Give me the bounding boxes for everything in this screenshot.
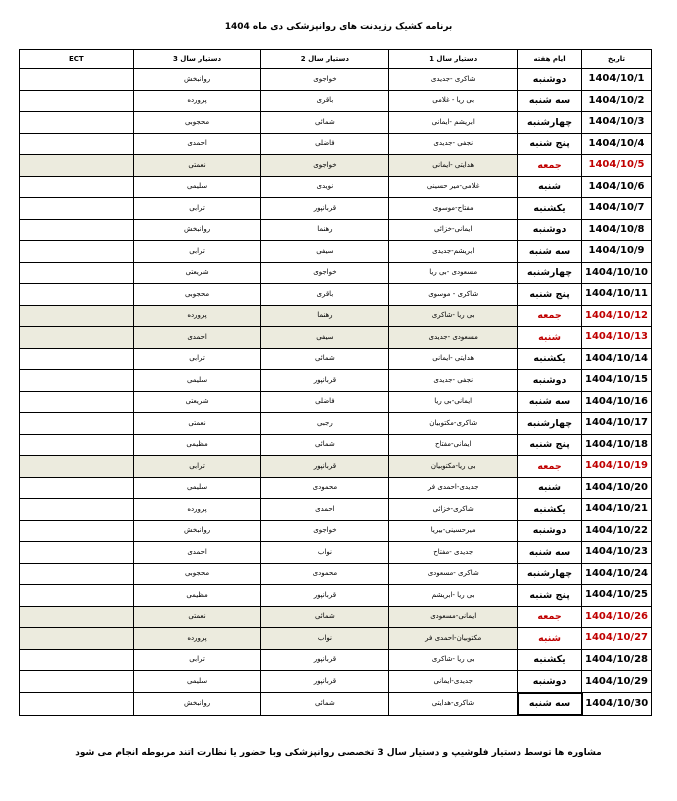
day-cell: چهارشنبه	[518, 563, 582, 585]
assistant-year-1-cell: میرحسینی-بیریا	[389, 520, 518, 542]
table-row	[20, 585, 652, 607]
ect-cell	[20, 542, 134, 564]
ect-cell	[20, 370, 134, 392]
assistant-year-2-cell: سیفی	[261, 241, 389, 263]
assistant-year-2-cell: باقری	[261, 284, 389, 306]
day-cell: دوشنبه	[518, 370, 582, 392]
day-cell: پنج شنبه	[518, 284, 582, 306]
assistant-year-1-cell: جدیدی-ایمانی	[389, 671, 518, 693]
day-cell: جمعه	[518, 456, 582, 478]
ect-cell	[20, 434, 134, 456]
assistant-year-1-cell: مکتوبیان-احمدی فر	[389, 628, 518, 650]
header-assistant-year-3: دستیار سال 3	[133, 50, 261, 69]
ect-cell	[20, 241, 134, 263]
table-row	[20, 499, 652, 521]
table-row	[20, 606, 652, 628]
assistant-year-3-cell: مظیمی	[133, 585, 261, 607]
ect-cell	[20, 649, 134, 671]
table-row	[20, 112, 652, 134]
table-row	[20, 305, 652, 327]
date-cell: 1404/10/14	[582, 348, 652, 370]
assistant-year-3-cell: سلیمی	[133, 176, 261, 198]
day-cell: جمعه	[518, 305, 582, 327]
assistant-year-1-cell: جدیدی -مفتاح	[389, 542, 518, 564]
day-cell: دوشنبه	[518, 520, 582, 542]
ect-cell	[20, 219, 134, 241]
date-cell: 1404/10/7	[582, 198, 652, 220]
date-cell: 1404/10/1	[582, 69, 652, 91]
table-row	[20, 284, 652, 306]
day-cell: یکشنبه	[518, 348, 582, 370]
day-cell: دوشنبه	[518, 69, 582, 91]
table-row	[20, 671, 652, 693]
date-cell: 1404/10/24	[582, 563, 652, 585]
day-cell: جمعه	[518, 155, 582, 177]
assistant-year-1-cell: ایمانی-خزائی	[389, 219, 518, 241]
assistant-year-3-cell: محجوبی	[133, 563, 261, 585]
day-cell: سه شنبه	[518, 391, 582, 413]
day-cell: چهارشنبه	[518, 262, 582, 284]
day-cell: دوشنبه	[518, 671, 582, 693]
day-cell: شنبه	[518, 477, 582, 499]
ect-cell	[20, 477, 134, 499]
ect-cell	[20, 284, 134, 306]
assistant-year-2-cell: رهنما	[261, 305, 389, 327]
assistant-year-1-cell: ایمانی-مفتاح	[389, 434, 518, 456]
date-cell: 1404/10/4	[582, 133, 652, 155]
assistant-year-1-cell: ایمانی-بی ریا	[389, 391, 518, 413]
assistant-year-3-cell: پرورده	[133, 305, 261, 327]
assistant-year-2-cell: رجبی	[261, 413, 389, 435]
ect-cell	[20, 628, 134, 650]
assistant-year-3-cell: ترابی	[133, 456, 261, 478]
table-row	[20, 262, 652, 284]
assistant-year-1-cell: هدایتی -ایمانی	[389, 348, 518, 370]
assistant-year-3-cell: احمدی	[133, 133, 261, 155]
assistant-year-2-cell: نویدی	[261, 176, 389, 198]
assistant-year-3-cell: سلیمی	[133, 671, 261, 693]
assistant-year-1-cell: مفتاح-موسوی	[389, 198, 518, 220]
assistant-year-2-cell: نواب	[261, 628, 389, 650]
assistant-year-1-cell: ابریشم -ایمانی	[389, 112, 518, 134]
date-cell: 1404/10/17	[582, 413, 652, 435]
assistant-year-3-cell: سلیمی	[133, 477, 261, 499]
ect-cell	[20, 499, 134, 521]
assistant-year-3-cell: سلیمی	[133, 370, 261, 392]
assistant-year-2-cell: محمودی	[261, 477, 389, 499]
assistant-year-3-cell: روانبخش	[133, 520, 261, 542]
date-cell: 1404/10/9	[582, 241, 652, 263]
assistant-year-1-cell: ایمانی-مسعودی	[389, 606, 518, 628]
assistant-year-3-cell: نعمتی	[133, 155, 261, 177]
table-row	[20, 477, 652, 499]
assistant-year-1-cell: نجفی -جدیدی	[389, 370, 518, 392]
assistant-year-2-cell: فاضلی	[261, 133, 389, 155]
assistant-year-3-cell: نعمتی	[133, 413, 261, 435]
date-cell: 1404/10/28	[582, 649, 652, 671]
date-cell: 1404/10/20	[582, 477, 652, 499]
day-cell: یکشنبه	[518, 499, 582, 521]
assistant-year-3-cell: پرورده	[133, 628, 261, 650]
assistant-year-1-cell: جدیدی-احمدی فر	[389, 477, 518, 499]
date-cell: 1404/10/19	[582, 456, 652, 478]
day-cell: جمعه	[518, 606, 582, 628]
date-cell: 1404/10/15	[582, 370, 652, 392]
assistant-year-2-cell: نواب	[261, 542, 389, 564]
ect-cell	[20, 520, 134, 542]
assistant-year-2-cell: سیفی	[261, 327, 389, 349]
assistant-year-2-cell: قربانپور	[261, 585, 389, 607]
ect-cell	[20, 155, 134, 177]
assistant-year-3-cell: ترابی	[133, 241, 261, 263]
header-assistant-year-2: دستیار سال 2	[261, 50, 389, 69]
date-cell: 1404/10/2	[582, 90, 652, 112]
assistant-year-2-cell: شمائی	[261, 112, 389, 134]
table-row	[20, 219, 652, 241]
ect-cell	[20, 176, 134, 198]
assistant-year-1-cell: مسعودی -بی ریا	[389, 262, 518, 284]
date-cell: 1404/10/29	[582, 671, 652, 693]
assistant-year-1-cell: بی ریا -شاکری	[389, 305, 518, 327]
day-cell: سه شنبه	[518, 90, 582, 112]
assistant-year-2-cell: قربانپور	[261, 671, 389, 693]
table-row	[20, 693, 652, 716]
date-cell: 1404/10/5	[582, 155, 652, 177]
assistant-year-3-cell: پرورده	[133, 499, 261, 521]
ect-cell	[20, 305, 134, 327]
date-cell: 1404/10/13	[582, 327, 652, 349]
assistant-year-2-cell: محمودی	[261, 563, 389, 585]
ect-cell	[20, 413, 134, 435]
ect-cell	[20, 606, 134, 628]
footer-note: مشاوره ها توسط دستیار فلوشیپ و دستیار سال 3 تخصصی روانپزشکی وبا حضور یا نظارت اتند مربوطه انجام می شود	[75, 748, 602, 758]
day-cell: سه شنبه	[518, 241, 582, 263]
ect-cell	[20, 456, 134, 478]
assistant-year-2-cell: قربانپور	[261, 649, 389, 671]
day-cell: پنج شنبه	[518, 585, 582, 607]
header-ect: ECT	[20, 50, 134, 69]
ect-cell	[20, 585, 134, 607]
date-cell: 1404/10/6	[582, 176, 652, 198]
assistant-year-2-cell: شمائی	[261, 606, 389, 628]
assistant-year-3-cell: روانبخش	[133, 693, 261, 716]
assistant-year-1-cell: بی ریا - غلامی	[389, 90, 518, 112]
ect-cell	[20, 69, 134, 91]
assistant-year-3-cell: نعمتی	[133, 606, 261, 628]
assistant-year-3-cell: روانبخش	[133, 69, 261, 91]
ect-cell	[20, 133, 134, 155]
date-cell: 1404/10/12	[582, 305, 652, 327]
ect-cell	[20, 112, 134, 134]
date-cell: 1404/10/18	[582, 434, 652, 456]
assistant-year-2-cell: خواجوی	[261, 69, 389, 91]
assistant-year-3-cell: پرورده	[133, 90, 261, 112]
assistant-year-3-cell: شریعتی	[133, 262, 261, 284]
day-cell: چهارشنبه	[518, 413, 582, 435]
header-day: ایام هفته	[518, 50, 582, 69]
day-cell: شنبه	[518, 176, 582, 198]
day-cell: شنبه	[518, 327, 582, 349]
date-cell: 1404/10/27	[582, 628, 652, 650]
assistant-year-3-cell: ترابی	[133, 649, 261, 671]
assistant-year-1-cell: بی ریا -ابریشم	[389, 585, 518, 607]
assistant-year-3-cell: مظیمی	[133, 434, 261, 456]
ect-cell	[20, 327, 134, 349]
assistant-year-3-cell: احمدی	[133, 542, 261, 564]
table-row	[20, 90, 652, 112]
table-row	[20, 391, 652, 413]
assistant-year-1-cell: شاکری-هدایتی	[389, 693, 518, 716]
ect-cell	[20, 693, 134, 716]
schedule-table	[19, 49, 652, 716]
assistant-year-2-cell: قربانپور	[261, 370, 389, 392]
table-row	[20, 327, 652, 349]
date-cell: 1404/10/21	[582, 499, 652, 521]
date-cell: 1404/10/3	[582, 112, 652, 134]
table-header-row	[20, 50, 652, 69]
assistant-year-1-cell: شاکری -جدیدی	[389, 69, 518, 91]
date-cell: 1404/10/26	[582, 606, 652, 628]
assistant-year-3-cell: شریعتی	[133, 391, 261, 413]
assistant-year-1-cell: شاکری - موسوی	[389, 284, 518, 306]
schedule-body	[20, 69, 652, 716]
ect-cell	[20, 563, 134, 585]
assistant-year-2-cell: خواجوی	[261, 262, 389, 284]
date-cell: 1404/10/23	[582, 542, 652, 564]
assistant-year-2-cell: خواجوی	[261, 155, 389, 177]
assistant-year-1-cell: شاکری -مسعودی	[389, 563, 518, 585]
table-row	[20, 133, 652, 155]
table-row	[20, 628, 652, 650]
ect-cell	[20, 262, 134, 284]
assistant-year-1-cell: هدایتی -ایمانی	[389, 155, 518, 177]
table-row	[20, 542, 652, 564]
date-cell: 1404/10/10	[582, 262, 652, 284]
assistant-year-1-cell: شاکری-خزائی	[389, 499, 518, 521]
page-title: برنامه کشیک رزیدنت های روانپزشکی دی ماه 1404	[224, 22, 453, 32]
table-row	[20, 155, 652, 177]
date-cell: 1404/10/16	[582, 391, 652, 413]
assistant-year-2-cell: شمائی	[261, 434, 389, 456]
assistant-year-2-cell: باقری	[261, 90, 389, 112]
assistant-year-2-cell: خواجوی	[261, 520, 389, 542]
assistant-year-1-cell: بی ریا -شاکری	[389, 649, 518, 671]
assistant-year-2-cell: قربانپور	[261, 198, 389, 220]
table-row	[20, 434, 652, 456]
header-date: تاریخ	[582, 50, 652, 69]
assistant-year-1-cell: نجفی -جدیدی	[389, 133, 518, 155]
assistant-year-1-cell: شاکری-مکتوبیان	[389, 413, 518, 435]
assistant-year-3-cell: محجوبی	[133, 284, 261, 306]
table-row	[20, 348, 652, 370]
assistant-year-3-cell: ترابی	[133, 348, 261, 370]
day-cell: پنج شنبه	[518, 434, 582, 456]
table-row	[20, 198, 652, 220]
assistant-year-2-cell: احمدی	[261, 499, 389, 521]
table-row	[20, 413, 652, 435]
table-row	[20, 649, 652, 671]
day-cell: چهارشنبه	[518, 112, 582, 134]
day-cell: سه شنبه	[518, 693, 582, 716]
table-row	[20, 241, 652, 263]
assistant-year-3-cell: ترابی	[133, 198, 261, 220]
assistant-year-3-cell: محجوبی	[133, 112, 261, 134]
assistant-year-3-cell: احمدی	[133, 327, 261, 349]
ect-cell	[20, 198, 134, 220]
assistant-year-1-cell: مسعودی -جدیدی	[389, 327, 518, 349]
assistant-year-2-cell: قربانپور	[261, 456, 389, 478]
assistant-year-1-cell: بی ریا-مکتوبیان	[389, 456, 518, 478]
assistant-year-3-cell: روانبخش	[133, 219, 261, 241]
assistant-year-2-cell: شمائی	[261, 348, 389, 370]
assistant-year-1-cell: غلامی-میر حسینی	[389, 176, 518, 198]
assistant-year-2-cell: فاضلی	[261, 391, 389, 413]
day-cell: پنج شنبه	[518, 133, 582, 155]
day-cell: شنبه	[518, 628, 582, 650]
table-row	[20, 176, 652, 198]
table-row	[20, 69, 652, 91]
date-cell: 1404/10/8	[582, 219, 652, 241]
day-cell: دوشنبه	[518, 219, 582, 241]
assistant-year-1-cell: ابریشم-جدیدی	[389, 241, 518, 263]
date-cell: 1404/10/25	[582, 585, 652, 607]
ect-cell	[20, 391, 134, 413]
day-cell: یکشنبه	[518, 198, 582, 220]
date-cell: 1404/10/30	[582, 693, 652, 716]
ect-cell	[20, 348, 134, 370]
table-row	[20, 456, 652, 478]
day-cell: یکشنبه	[518, 649, 582, 671]
day-cell: سه شنبه	[518, 542, 582, 564]
header-assistant-year-1: دستیار سال 1	[389, 50, 518, 69]
table-row	[20, 520, 652, 542]
date-cell: 1404/10/11	[582, 284, 652, 306]
date-cell: 1404/10/22	[582, 520, 652, 542]
assistant-year-2-cell: شمائی	[261, 693, 389, 716]
table-row	[20, 563, 652, 585]
assistant-year-2-cell: رهنما	[261, 219, 389, 241]
ect-cell	[20, 90, 134, 112]
ect-cell	[20, 671, 134, 693]
table-row	[20, 370, 652, 392]
